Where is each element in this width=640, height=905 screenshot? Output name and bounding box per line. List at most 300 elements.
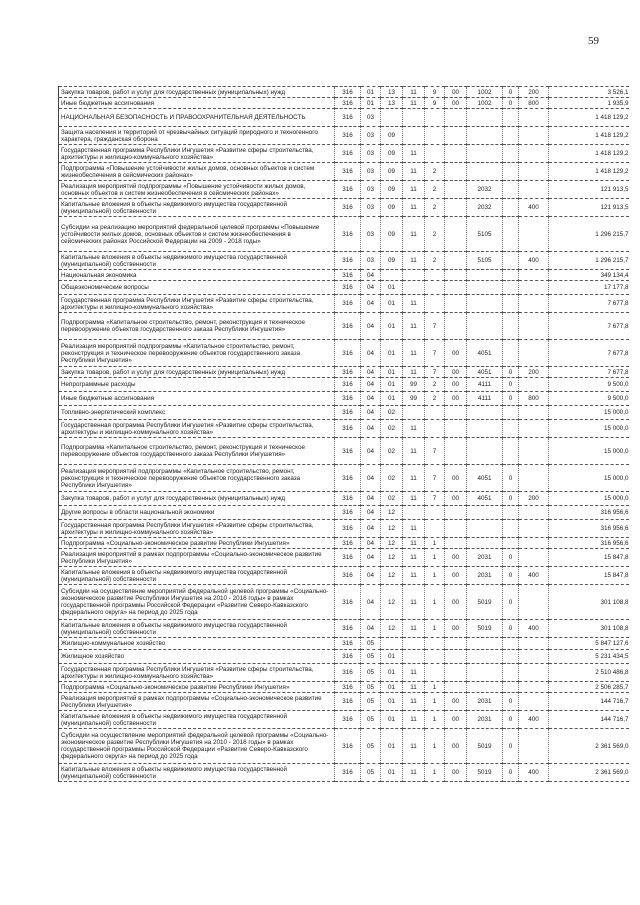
cell-amount: 2 361 569,0 bbox=[549, 729, 629, 764]
cell-program-code: 99 bbox=[403, 378, 425, 392]
cell-section-code: 05 bbox=[361, 664, 381, 682]
cell-amount: 316 956,6 bbox=[549, 520, 629, 538]
cell-program-code bbox=[403, 506, 425, 520]
cell-subprogram-code bbox=[425, 520, 445, 538]
cell-row-name: Подпрограмма «Социально-экономическое развитие Республики Ингушетия» bbox=[59, 682, 335, 693]
cell-direction-code bbox=[467, 650, 503, 664]
cell-section-code: 05 bbox=[361, 693, 381, 711]
cell-program-code: 11 bbox=[403, 87, 425, 98]
cell-direction-suffix bbox=[503, 538, 519, 549]
cell-event-code bbox=[445, 682, 467, 693]
cell-subprogram-code: 1 bbox=[425, 682, 445, 693]
cell-expense-type-code bbox=[519, 181, 549, 199]
cell-ministry-code: 316 bbox=[335, 520, 361, 538]
cell-direction-suffix bbox=[503, 340, 519, 367]
cell-section-code: 05 bbox=[361, 638, 381, 650]
cell-amount: 15 000,0 bbox=[549, 438, 629, 465]
cell-program-code: 11 bbox=[403, 340, 425, 367]
page-number: 59 bbox=[588, 35, 599, 47]
cell-program-code: 11 bbox=[403, 367, 425, 378]
cell-expense-type-code bbox=[519, 638, 549, 650]
table-row bbox=[59, 664, 629, 682]
cell-subsection-code: 09 bbox=[381, 199, 403, 217]
cell-amount: 1 418 129,2 bbox=[549, 127, 629, 145]
cell-subsection-code: 09 bbox=[381, 252, 403, 270]
cell-subprogram-code: 9 bbox=[425, 87, 445, 98]
cell-section-code: 05 bbox=[361, 729, 381, 764]
cell-event-code: 00 bbox=[445, 87, 467, 98]
cell-program-code: 11 bbox=[403, 520, 425, 538]
table-row bbox=[59, 538, 629, 549]
table-row bbox=[59, 87, 629, 98]
cell-expense-type-code: 200 bbox=[519, 492, 549, 506]
cell-section-code: 04 bbox=[361, 492, 381, 506]
cell-row-name: Другие вопросы в области национальной экономики bbox=[59, 506, 335, 520]
cell-expense-type-code bbox=[519, 295, 549, 313]
cell-direction-code bbox=[467, 420, 503, 438]
cell-ministry-code: 316 bbox=[335, 367, 361, 378]
cell-ministry-code: 316 bbox=[335, 217, 361, 252]
cell-row-name: Капитальные вложения в объекты недвижимого имущества государственной (муниципальной) собственности bbox=[59, 620, 335, 638]
cell-row-name: Государственная программа Республики Ингушетия «Развитие сферы строительства, архитектуры и жилищно-коммунального хозяйства» bbox=[59, 664, 335, 682]
cell-direction-suffix: 0 bbox=[503, 392, 519, 406]
cell-direction-code: 2031 bbox=[467, 549, 503, 567]
cell-event-code: 00 bbox=[445, 729, 467, 764]
cell-subprogram-code bbox=[425, 506, 445, 520]
cell-expense-type-code bbox=[519, 585, 549, 620]
cell-subprogram-code: 1 bbox=[425, 693, 445, 711]
cell-ministry-code: 316 bbox=[335, 181, 361, 199]
cell-direction-code: 1002 bbox=[467, 98, 503, 109]
cell-expense-type-code bbox=[519, 650, 549, 664]
cell-event-code bbox=[445, 650, 467, 664]
cell-ministry-code: 316 bbox=[335, 538, 361, 549]
cell-direction-code: 2032 bbox=[467, 199, 503, 217]
cell-amount: 15 000,0 bbox=[549, 465, 629, 492]
cell-row-name: Жилищное хозяйство bbox=[59, 650, 335, 664]
cell-amount: 1 418 129,2 bbox=[549, 109, 629, 127]
cell-ministry-code: 316 bbox=[335, 492, 361, 506]
cell-program-code: 11 bbox=[403, 181, 425, 199]
cell-ministry-code: 316 bbox=[335, 567, 361, 585]
cell-direction-code: 5105 bbox=[467, 252, 503, 270]
cell-subsection-code: 01 bbox=[381, 693, 403, 711]
cell-section-code: 03 bbox=[361, 127, 381, 145]
cell-subsection-code: 01 bbox=[381, 313, 403, 340]
cell-event-code bbox=[445, 295, 467, 313]
cell-amount: 5 847 127,6 bbox=[549, 638, 629, 650]
cell-event-code bbox=[445, 506, 467, 520]
cell-direction-suffix bbox=[503, 217, 519, 252]
cell-program-code: 99 bbox=[403, 392, 425, 406]
cell-program-code: 11 bbox=[403, 711, 425, 729]
cell-amount: 15 847,8 bbox=[549, 549, 629, 567]
cell-subprogram-code: 2 bbox=[425, 199, 445, 217]
cell-row-name: Капитальные вложения в объекты недвижимого имущества государственной (муниципальной) собственности bbox=[59, 567, 335, 585]
cell-subsection-code: 01 bbox=[381, 650, 403, 664]
table-row bbox=[59, 438, 629, 465]
cell-program-code: 11 bbox=[403, 98, 425, 109]
cell-section-code: 04 bbox=[361, 549, 381, 567]
cell-program-code: 11 bbox=[403, 217, 425, 252]
cell-direction-suffix bbox=[503, 295, 519, 313]
cell-direction-code bbox=[467, 313, 503, 340]
cell-program-code: 11 bbox=[403, 585, 425, 620]
cell-subsection-code: 01 bbox=[381, 664, 403, 682]
cell-row-name: Подпрограмма «Повышение устойчивости жилых домов, основных объектов и систем жизнеобеспечения в сейсмических районах» bbox=[59, 163, 335, 181]
cell-ministry-code: 316 bbox=[335, 406, 361, 420]
cell-amount: 2 361 569,0 bbox=[549, 764, 629, 782]
cell-direction-suffix bbox=[503, 163, 519, 181]
table-row bbox=[59, 650, 629, 664]
table-row bbox=[59, 252, 629, 270]
cell-amount: 144 716,7 bbox=[549, 711, 629, 729]
cell-direction-code: 4051 bbox=[467, 465, 503, 492]
cell-expense-type-code bbox=[519, 109, 549, 127]
cell-direction-code bbox=[467, 127, 503, 145]
cell-expense-type-code bbox=[519, 520, 549, 538]
cell-direction-code bbox=[467, 638, 503, 650]
cell-event-code: 00 bbox=[445, 378, 467, 392]
cell-direction-suffix bbox=[503, 181, 519, 199]
cell-amount: 1 296 215,7 bbox=[549, 217, 629, 252]
cell-section-code: 03 bbox=[361, 109, 381, 127]
cell-ministry-code: 316 bbox=[335, 664, 361, 682]
cell-row-name: Защита населения и территорий от чрезвычайных ситуаций природного и техногенного характера, гражданская оборона bbox=[59, 127, 335, 145]
cell-section-code: 03 bbox=[361, 252, 381, 270]
table-row bbox=[59, 270, 629, 281]
cell-direction-suffix: 0 bbox=[503, 711, 519, 729]
cell-section-code: 04 bbox=[361, 281, 381, 295]
cell-section-code: 04 bbox=[361, 378, 381, 392]
cell-ministry-code: 316 bbox=[335, 693, 361, 711]
cell-section-code: 04 bbox=[361, 313, 381, 340]
cell-expense-type-code: 800 bbox=[519, 98, 549, 109]
cell-subsection-code bbox=[381, 109, 403, 127]
cell-direction-code: 5105 bbox=[467, 217, 503, 252]
cell-ministry-code: 316 bbox=[335, 549, 361, 567]
cell-expense-type-code bbox=[519, 506, 549, 520]
cell-section-code: 04 bbox=[361, 420, 381, 438]
cell-subprogram-code: 2 bbox=[425, 217, 445, 252]
cell-program-code: 11 bbox=[403, 420, 425, 438]
cell-row-name: Подпрограмма «Капитальное строительство, ремонт, реконструкция и техническое перевооружение объектов государственного заказа Республики Ингушетия» bbox=[59, 313, 335, 340]
cell-row-name: Иные бюджетные ассигнования bbox=[59, 98, 335, 109]
cell-event-code: 00 bbox=[445, 392, 467, 406]
cell-program-code: 11 bbox=[403, 492, 425, 506]
cell-direction-code bbox=[467, 520, 503, 538]
cell-subsection-code: 13 bbox=[381, 87, 403, 98]
cell-subprogram-code: 2 bbox=[425, 252, 445, 270]
cell-direction-code bbox=[467, 664, 503, 682]
cell-direction-code: 5019 bbox=[467, 764, 503, 782]
cell-direction-code: 5019 bbox=[467, 620, 503, 638]
table-row bbox=[59, 199, 629, 217]
cell-subprogram-code: 2 bbox=[425, 378, 445, 392]
cell-event-code: 00 bbox=[445, 711, 467, 729]
cell-direction-suffix bbox=[503, 520, 519, 538]
cell-direction-suffix bbox=[503, 420, 519, 438]
cell-subsection-code: 12 bbox=[381, 585, 403, 620]
cell-program-code bbox=[403, 406, 425, 420]
cell-ministry-code: 316 bbox=[335, 711, 361, 729]
cell-section-code: 04 bbox=[361, 295, 381, 313]
cell-event-code: 00 bbox=[445, 585, 467, 620]
cell-amount: 7 677,8 bbox=[549, 340, 629, 367]
cell-section-code: 01 bbox=[361, 98, 381, 109]
cell-direction-code bbox=[467, 682, 503, 693]
cell-ministry-code: 316 bbox=[335, 378, 361, 392]
cell-direction-code bbox=[467, 109, 503, 127]
cell-row-name: Государственная программа Республики Ингушетия «Развитие сферы строительства, архитектуры и жилищно-коммунального хозяйства» bbox=[59, 420, 335, 438]
cell-event-code: 00 bbox=[445, 764, 467, 782]
cell-program-code: 11 bbox=[403, 199, 425, 217]
cell-row-name: Субсидии на осуществление мероприятий федеральной целевой программы «Социально-экономическое развитие Республики Ингушетия на 2010 - 2016 годы» в рамках государственной программы Российской Федерации «Развитие Северо-Кавказского федерального округа» на период до 2025 года bbox=[59, 729, 335, 764]
cell-subsection-code: 12 bbox=[381, 620, 403, 638]
cell-subsection-code: 02 bbox=[381, 420, 403, 438]
cell-expense-type-code bbox=[519, 145, 549, 163]
cell-section-code: 05 bbox=[361, 711, 381, 729]
cell-expense-type-code: 200 bbox=[519, 367, 549, 378]
cell-ministry-code: 316 bbox=[335, 340, 361, 367]
cell-event-code bbox=[445, 520, 467, 538]
cell-direction-suffix bbox=[503, 252, 519, 270]
cell-section-code: 01 bbox=[361, 87, 381, 98]
cell-amount: 7 677,8 bbox=[549, 313, 629, 340]
cell-subsection-code: 01 bbox=[381, 729, 403, 764]
cell-ministry-code: 316 bbox=[335, 638, 361, 650]
cell-subsection-code: 12 bbox=[381, 567, 403, 585]
cell-subprogram-code bbox=[425, 281, 445, 295]
cell-subprogram-code bbox=[425, 420, 445, 438]
cell-direction-code bbox=[467, 506, 503, 520]
table-row bbox=[59, 764, 629, 782]
table-body bbox=[59, 87, 629, 782]
cell-expense-type-code: 200 bbox=[519, 87, 549, 98]
table-row bbox=[59, 492, 629, 506]
cell-subsection-code: 13 bbox=[381, 98, 403, 109]
cell-subprogram-code: 1 bbox=[425, 585, 445, 620]
cell-event-code: 00 bbox=[445, 567, 467, 585]
cell-amount: 316 956,6 bbox=[549, 538, 629, 549]
cell-row-name: Общеэкономические вопросы bbox=[59, 281, 335, 295]
cell-section-code: 04 bbox=[361, 620, 381, 638]
cell-ministry-code: 316 bbox=[335, 313, 361, 340]
cell-event-code bbox=[445, 406, 467, 420]
cell-subprogram-code: 7 bbox=[425, 492, 445, 506]
cell-amount: 2 510 486,8 bbox=[549, 664, 629, 682]
cell-subprogram-code bbox=[425, 270, 445, 281]
cell-direction-code: 4051 bbox=[467, 367, 503, 378]
cell-subsection-code: 09 bbox=[381, 181, 403, 199]
cell-ministry-code: 316 bbox=[335, 98, 361, 109]
cell-section-code: 03 bbox=[361, 181, 381, 199]
cell-subprogram-code: 2 bbox=[425, 392, 445, 406]
cell-direction-suffix: 0 bbox=[503, 729, 519, 764]
cell-row-name: Государственная программа Республики Ингушетия «Развитие сферы строительства, архитектуры и жилищно-коммунального хозяйства» bbox=[59, 145, 335, 163]
cell-expense-type-code bbox=[519, 406, 549, 420]
cell-section-code: 05 bbox=[361, 764, 381, 782]
cell-direction-code bbox=[467, 295, 503, 313]
cell-direction-code: 2031 bbox=[467, 693, 503, 711]
cell-subprogram-code bbox=[425, 127, 445, 145]
cell-direction-code: 2032 bbox=[467, 181, 503, 199]
cell-direction-suffix: 0 bbox=[503, 378, 519, 392]
cell-amount: 1 935,9 bbox=[549, 98, 629, 109]
cell-ministry-code: 316 bbox=[335, 87, 361, 98]
cell-direction-code bbox=[467, 406, 503, 420]
cell-amount: 15 000,0 bbox=[549, 492, 629, 506]
cell-amount: 2 506 285,7 bbox=[549, 682, 629, 693]
cell-direction-code bbox=[467, 438, 503, 465]
cell-subsection-code: 01 bbox=[381, 378, 403, 392]
cell-direction-suffix bbox=[503, 664, 519, 682]
cell-direction-code bbox=[467, 270, 503, 281]
cell-expense-type-code bbox=[519, 313, 549, 340]
cell-row-name: Иные бюджетные ассигнования bbox=[59, 392, 335, 406]
cell-subsection-code: 12 bbox=[381, 538, 403, 549]
cell-row-name: Реализация мероприятий в рамках подпрограммы «Социально-экономическое развитие Республики Ингушетия» bbox=[59, 693, 335, 711]
cell-expense-type-code bbox=[519, 664, 549, 682]
table-row bbox=[59, 585, 629, 620]
cell-direction-code: 2031 bbox=[467, 711, 503, 729]
cell-subprogram-code: 1 bbox=[425, 538, 445, 549]
cell-amount: 1 418 129,2 bbox=[549, 145, 629, 163]
cell-amount: 121 913,5 bbox=[549, 199, 629, 217]
table-row bbox=[59, 127, 629, 145]
cell-direction-suffix bbox=[503, 650, 519, 664]
cell-amount: 7 677,8 bbox=[549, 295, 629, 313]
cell-ministry-code: 316 bbox=[335, 163, 361, 181]
cell-program-code bbox=[403, 127, 425, 145]
cell-direction-code: 4111 bbox=[467, 392, 503, 406]
cell-section-code: 04 bbox=[361, 567, 381, 585]
cell-expense-type-code: 400 bbox=[519, 620, 549, 638]
table-row bbox=[59, 281, 629, 295]
table-row bbox=[59, 638, 629, 650]
cell-subprogram-code bbox=[425, 650, 445, 664]
cell-subsection-code: 01 bbox=[381, 295, 403, 313]
cell-direction-suffix: 0 bbox=[503, 465, 519, 492]
cell-expense-type-code bbox=[519, 729, 549, 764]
table-row bbox=[59, 506, 629, 520]
cell-subprogram-code: 1 bbox=[425, 764, 445, 782]
cell-subprogram-code: 1 bbox=[425, 549, 445, 567]
cell-event-code bbox=[445, 281, 467, 295]
cell-ministry-code: 316 bbox=[335, 729, 361, 764]
table-row bbox=[59, 367, 629, 378]
cell-row-name: Реализация мероприятий подпрограммы «Повышение устойчивости жилых домов, основных объектов и систем жизнеобеспечения в сейсмических районах» bbox=[59, 181, 335, 199]
cell-subprogram-code bbox=[425, 109, 445, 127]
cell-row-name: Капитальные вложения в объекты недвижимого имущества государственной (муниципальной) собственности bbox=[59, 711, 335, 729]
cell-ministry-code: 316 bbox=[335, 392, 361, 406]
cell-program-code bbox=[403, 109, 425, 127]
cell-row-name: Капитальные вложения в объекты недвижимого имущества государственной (муниципальной) собственности bbox=[59, 252, 335, 270]
cell-subsection-code: 12 bbox=[381, 549, 403, 567]
cell-event-code bbox=[445, 664, 467, 682]
cell-subprogram-code: 1 bbox=[425, 567, 445, 585]
cell-section-code: 04 bbox=[361, 585, 381, 620]
cell-event-code bbox=[445, 638, 467, 650]
cell-ministry-code: 316 bbox=[335, 764, 361, 782]
table-row bbox=[59, 313, 629, 340]
cell-section-code: 04 bbox=[361, 538, 381, 549]
cell-program-code: 11 bbox=[403, 465, 425, 492]
table-row bbox=[59, 465, 629, 492]
cell-amount: 301 108,8 bbox=[549, 620, 629, 638]
cell-event-code bbox=[445, 181, 467, 199]
cell-subprogram-code bbox=[425, 145, 445, 163]
cell-subprogram-code: 1 bbox=[425, 729, 445, 764]
cell-program-code: 11 bbox=[403, 252, 425, 270]
cell-expense-type-code bbox=[519, 127, 549, 145]
cell-ministry-code: 316 bbox=[335, 270, 361, 281]
cell-event-code bbox=[445, 538, 467, 549]
cell-subsection-code: 01 bbox=[381, 367, 403, 378]
cell-amount: 1 418 129,2 bbox=[549, 163, 629, 181]
cell-expense-type-code bbox=[519, 340, 549, 367]
cell-event-code bbox=[445, 270, 467, 281]
cell-direction-code bbox=[467, 145, 503, 163]
cell-event-code: 00 bbox=[445, 465, 467, 492]
cell-direction-code: 2031 bbox=[467, 567, 503, 585]
table-row bbox=[59, 378, 629, 392]
cell-direction-code: 4111 bbox=[467, 378, 503, 392]
cell-direction-suffix: 0 bbox=[503, 620, 519, 638]
cell-section-code: 03 bbox=[361, 199, 381, 217]
cell-ministry-code: 316 bbox=[335, 620, 361, 638]
cell-expense-type-code bbox=[519, 549, 549, 567]
cell-direction-suffix bbox=[503, 281, 519, 295]
cell-subsection-code: 02 bbox=[381, 465, 403, 492]
cell-event-code: 00 bbox=[445, 367, 467, 378]
cell-row-name: Государственная программа Республики Ингушетия «Развитие сферы строительства, архитектуры и жилищно-коммунального хозяйства» bbox=[59, 295, 335, 313]
cell-direction-suffix bbox=[503, 638, 519, 650]
cell-row-name: НАЦИОНАЛЬНАЯ БЕЗОПАСНОСТЬ И ПРАВООХРАНИТЕЛЬНАЯ ДЕЯТЕЛЬНОСТЬ bbox=[59, 109, 335, 127]
cell-ministry-code: 316 bbox=[335, 420, 361, 438]
cell-ministry-code: 316 bbox=[335, 650, 361, 664]
cell-program-code bbox=[403, 638, 425, 650]
cell-direction-suffix: 0 bbox=[503, 367, 519, 378]
table-row bbox=[59, 217, 629, 252]
cell-row-name: Закупка товаров, работ и услуг для государственных (муниципальных) нужд bbox=[59, 367, 335, 378]
cell-ministry-code: 316 bbox=[335, 295, 361, 313]
cell-row-name: Государственная программа Республики Ингушетия «Развитие сферы строительства, архитектуры и жилищно-коммунального хозяйства» bbox=[59, 520, 335, 538]
cell-program-code: 11 bbox=[403, 145, 425, 163]
cell-subsection-code: 09 bbox=[381, 163, 403, 181]
cell-expense-type-code bbox=[519, 281, 549, 295]
cell-amount: 349 134,4 bbox=[549, 270, 629, 281]
cell-event-code bbox=[445, 199, 467, 217]
cell-subprogram-code bbox=[425, 295, 445, 313]
cell-section-code: 04 bbox=[361, 340, 381, 367]
table-row bbox=[59, 406, 629, 420]
table-row bbox=[59, 163, 629, 181]
cell-row-name: Жилищно-коммунальное хозяйство bbox=[59, 638, 335, 650]
cell-direction-suffix: 0 bbox=[503, 549, 519, 567]
cell-expense-type-code: 400 bbox=[519, 567, 549, 585]
cell-ministry-code: 316 bbox=[335, 127, 361, 145]
cell-subsection-code: 12 bbox=[381, 506, 403, 520]
cell-row-name: Непрограммные расходы bbox=[59, 378, 335, 392]
cell-event-code: 00 bbox=[445, 340, 467, 367]
cell-program-code: 11 bbox=[403, 567, 425, 585]
cell-program-code bbox=[403, 650, 425, 664]
cell-program-code: 11 bbox=[403, 729, 425, 764]
cell-amount: 15 847,8 bbox=[549, 567, 629, 585]
cell-expense-type-code: 400 bbox=[519, 199, 549, 217]
cell-section-code: 04 bbox=[361, 367, 381, 378]
